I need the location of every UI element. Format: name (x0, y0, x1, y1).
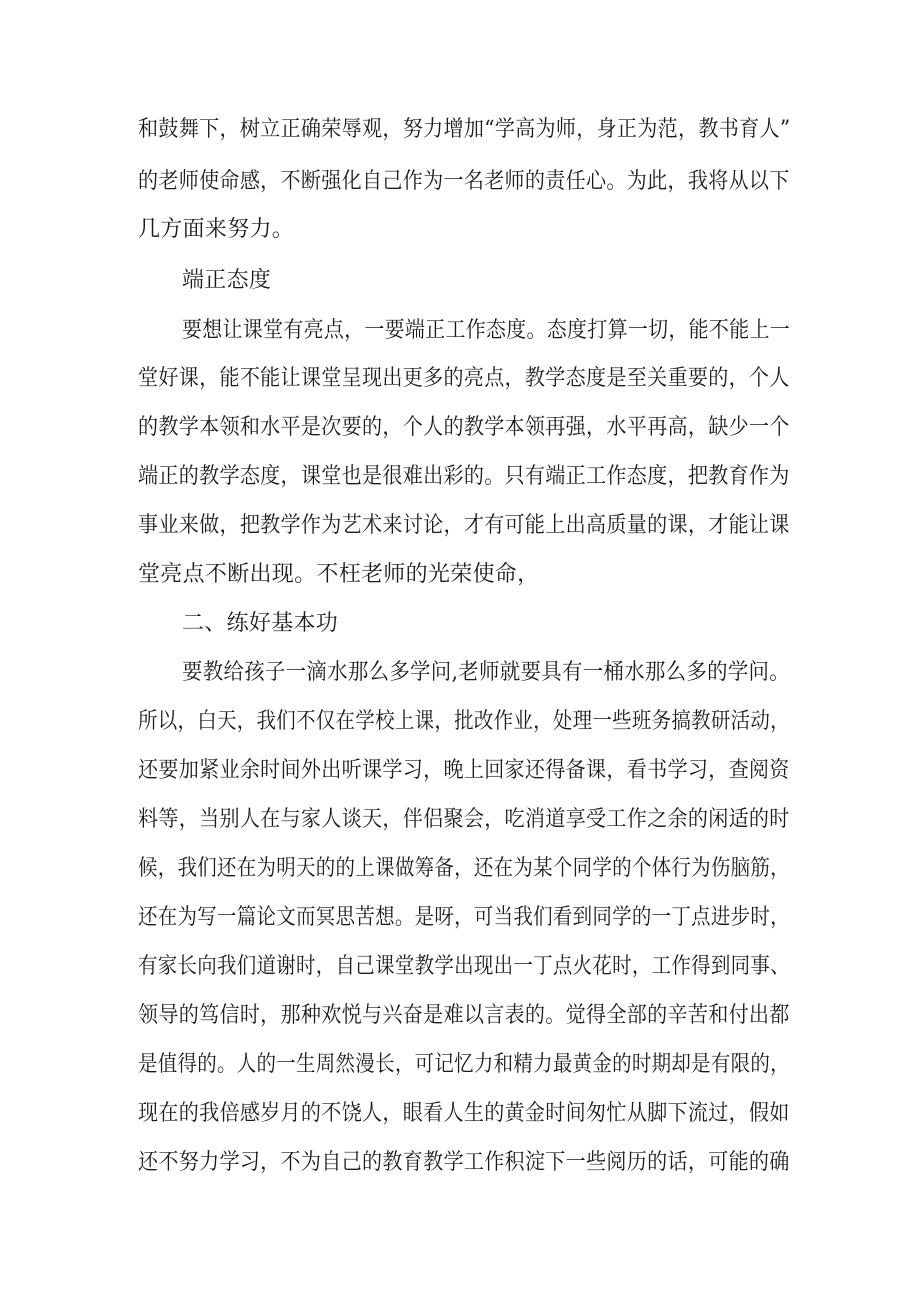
text-line: 料等，当别人在与家人谈天，伴侣聚会，吃消道享受工作之余的闲适的时 (138, 807, 790, 832)
text-line: 几方面来努力。 (138, 217, 295, 242)
text-line: 还在为写一篇论文而冥思苦想。是呀，可当我们看到同学的一丁点进步时， (138, 905, 790, 930)
section-heading: 二、练好基本功 (182, 611, 339, 636)
text-line: 领导的笃信时，那种欢悦与兴奋是难以言表的。觉得全部的辛苦和付出都 (138, 1003, 790, 1028)
text-line: 所以，白天，我们不仅在学校上课，批改作业，处理一些班务搞教研活动， (138, 709, 790, 734)
text-line: 和鼓舞下，树立正确荣辱观，努力增加“学高为师，身正为范，教书育人” (138, 117, 791, 142)
text-line: 端正的教学态度，课堂也是很难出彩的。只有端正工作态度，把教育作为 (138, 464, 790, 489)
text-line: 有家长向我们道谢时，自己课堂教学出现出一丁点火花时，工作得到同事、 (138, 954, 790, 979)
text-line: 的教学本领和水平是次要的，个人的教学本领再强，水平再高，缺少一个 (138, 415, 790, 440)
text-line: 要想让课堂有亮点，一要端正工作态度。态度打算一切，能不能上一 (182, 318, 791, 343)
text-line: 还要加紧业余时间外出听课学习，晚上回家还得备课，看书学习，查阅资 (138, 758, 790, 783)
text-line: 现在的我倍感岁月的不饶人，眼看人生的黄金时间匆忙从脚下流过，假如 (138, 1101, 790, 1126)
text-line: 是值得的。人的一生周然漫长，可记忆力和精力最黄金的时期却是有限的， (138, 1052, 790, 1077)
text-line: 堂好课，能不能让课堂呈现出更多的亮点，教学态度是至关重要的，个人 (138, 366, 790, 391)
text-line: 堂亮点不断出现。不枉老师的光荣使命， (138, 562, 540, 587)
section-heading: 端正态度 (182, 268, 272, 293)
text-line: 要教给孩子一滴水那么多学问,老师就要具有一桶水那么多的学问。 (182, 660, 791, 685)
text-line: 还不努力学习，不为自己的教育教学工作积淀下一些阅历的话，可能的确 (138, 1150, 790, 1175)
text-line: 事业来做，把教学作为艺术来讨论，才有可能上出高质量的课，才能让课 (138, 513, 790, 538)
text-line: 的老师使命感，不断强化自己作为一名老师的责任心。为此，我将从以下 (138, 169, 790, 194)
text-line: 候，我们还在为明天的的上课做筹备，还在为某个同学的个体行为伤脑筋， (138, 856, 790, 881)
